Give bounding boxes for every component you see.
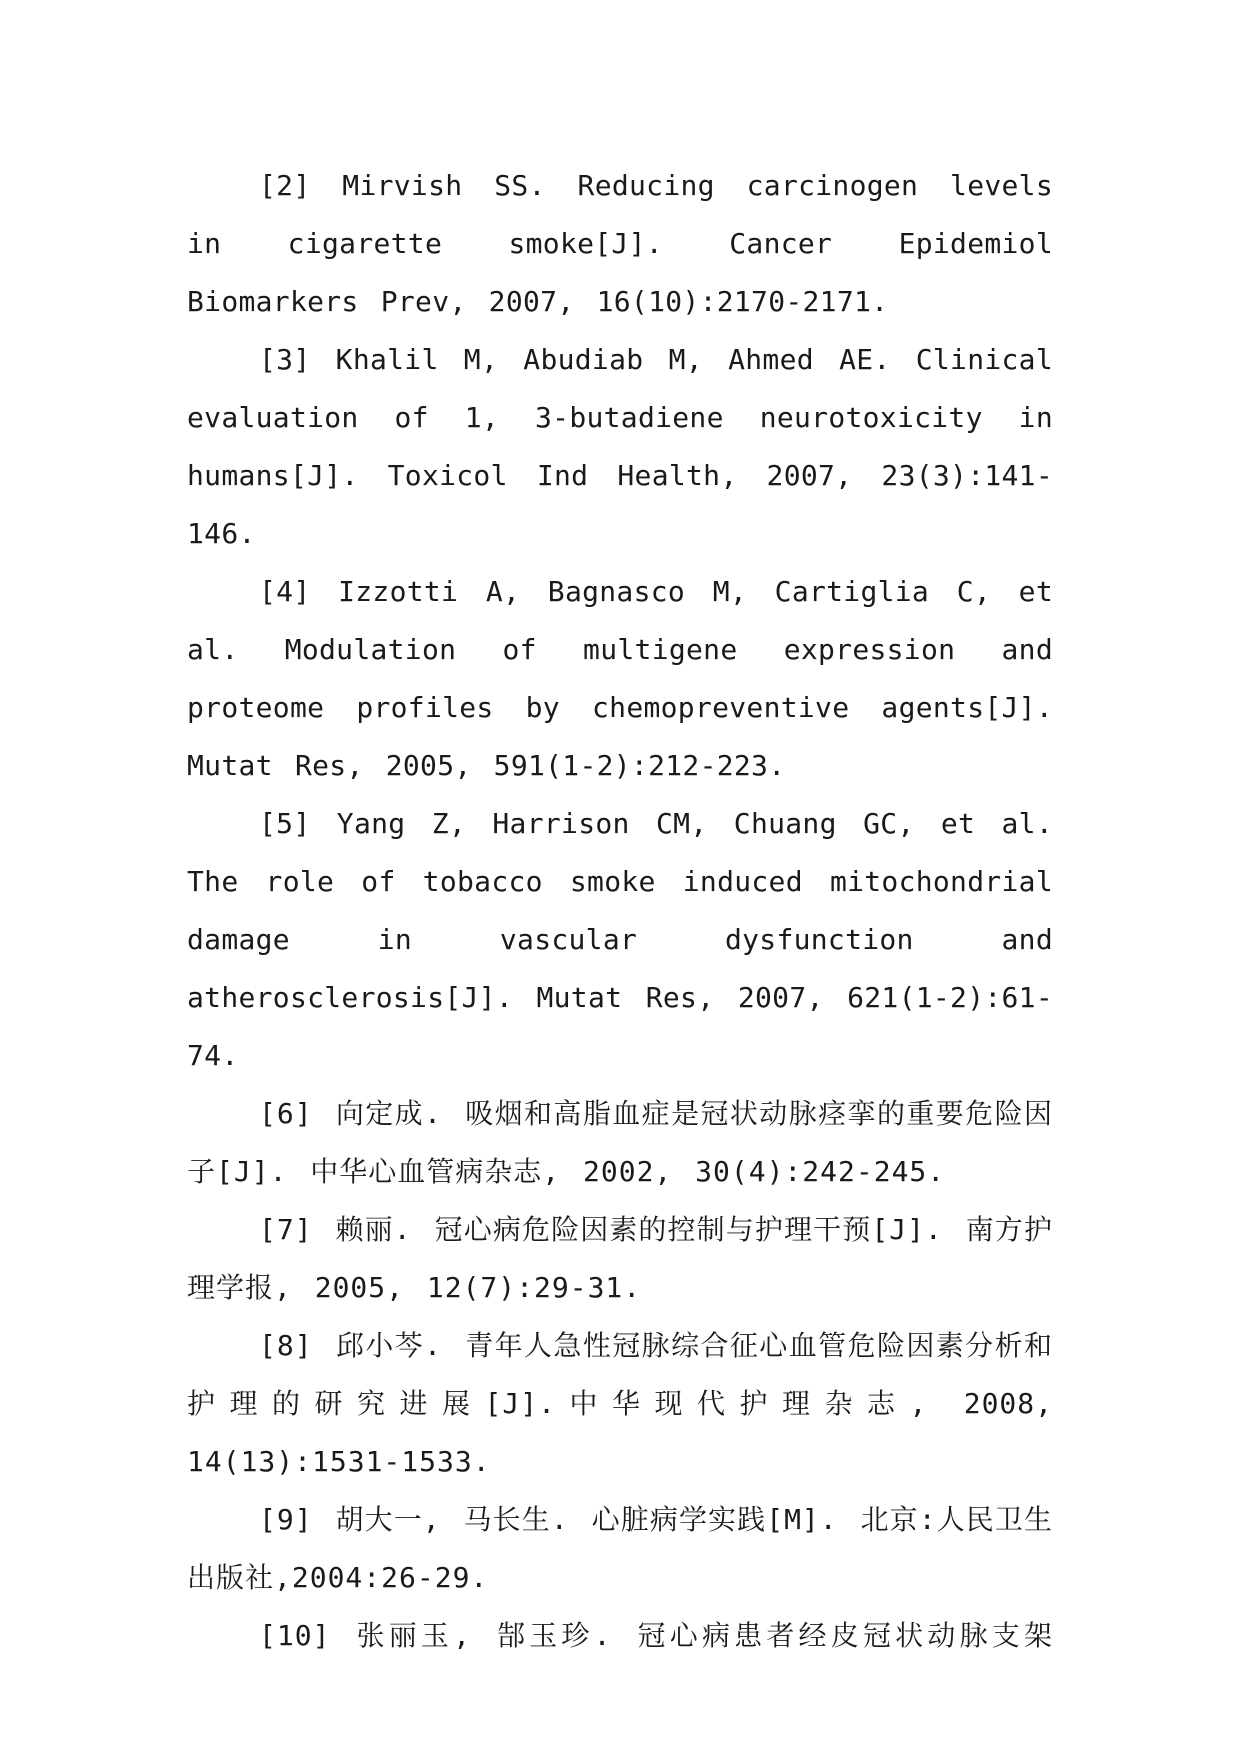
reference-item: [9] 胡大一, 马长生. 心脏病学实践[M]. 北京:人民卫生出版社,2004:26-29. xyxy=(187,1503,1053,1594)
reference-item: [3] Khalil M, Abudiab M, Ahmed AE. Clinical evaluation of 1, 3-butadiene neurotoxicity in humans[J]. Toxicol Ind Health, 2007, 23(3):141-146. xyxy=(187,343,1053,550)
reference-item: [7] 赖丽. 冠心病危险因素的控制与护理干预[J]. 南方护理学报, 2005, 12(7):29-31. xyxy=(187,1213,1053,1304)
reference-item: [4] Izzotti A, Bagnasco M, Cartiglia C, et al. Modulation of multigene expression and proteome profiles by chemopreventive agents[J]. Mutat Res, 2005, 591(1-2):212-223. xyxy=(187,575,1053,782)
reference-item: [2] Mirvish SS. Reducing carcinogen levels in cigarette smoke[J]. Cancer Epidemiol Biomarkers Prev, 2007, 16(10):2170-2171. xyxy=(187,169,1053,318)
reference-item: [6] 向定成. 吸烟和高脂血症是冠状动脉痉挛的重要危险因子[J]. 中华心血管病杂志, 2002, 30(4):242-245. xyxy=(187,1097,1053,1188)
reference-list xyxy=(187,157,1053,1665)
reference-item: [5] Yang Z, Harrison CM, Chuang GC, et al. The role of tobacco smoke induced mitochondrial damage in vascular dysfunction and atherosclerosis[J]. Mutat Res, 2007, 621(1-2):61-74. xyxy=(187,807,1053,1072)
reference-item: [8] 邱小芩. 青年人急性冠脉综合征心血管危险因素分析和护理的研究进展[J].中华现代护理杂志, 2008, 14(13):1531-1533. xyxy=(187,1329,1053,1478)
reference-item: [10] 张丽玉, 郜玉珍. 冠心病患者经皮冠状动脉支架 xyxy=(259,1619,1053,1652)
